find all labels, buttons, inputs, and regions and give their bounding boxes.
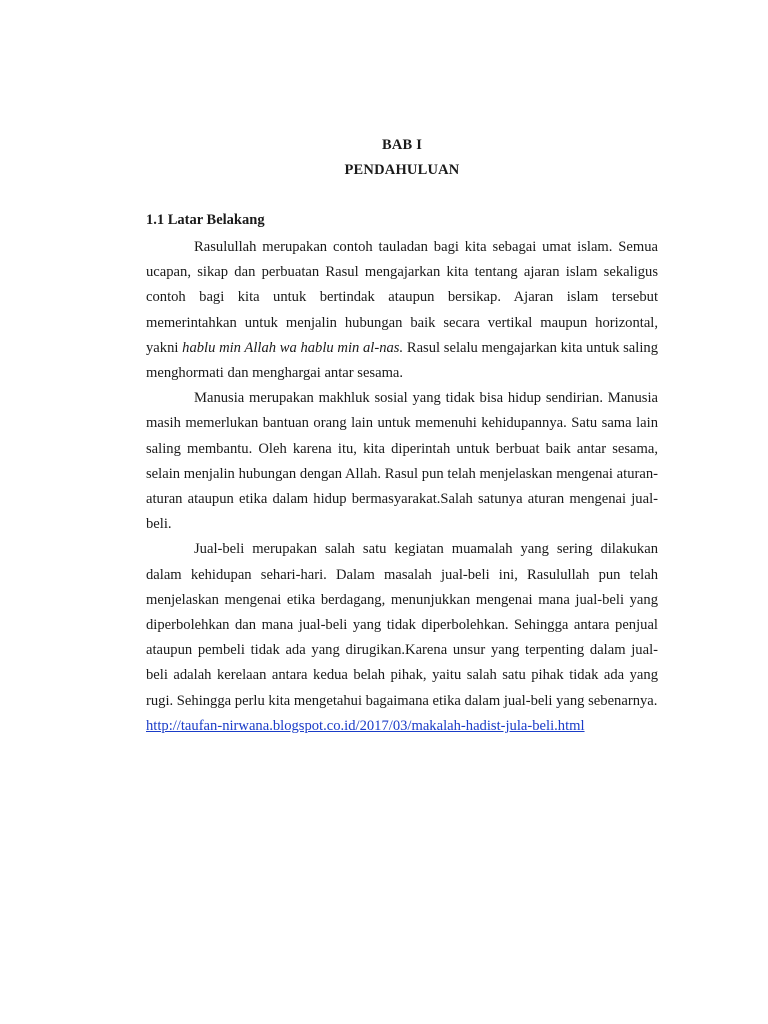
body-text bbox=[146, 235, 658, 739]
paragraph-2: Manusia merupakan makhluk sosial yang tidak bisa hidup sendirian. Manusia masih memerlukan bantuan orang lain untuk memenuhi kehidupannya. Satu sama lain saling membantu. Oleh karena itu, kita diperintah untuk berbuat baik antar sesama, selain menjalin hubungan dengan Allah. Rasul pun telah menjelaskan mengenai aturan-aturan ataupun etika dalam hidup bermasyarakat.Salah satunya aturan mengenai jual-beli. bbox=[146, 390, 658, 533]
paragraph-1-text-start: Rasulullah merupakan contoh tauladan bagi kita sebagai umat islam. Semua ucapan, sikap dan perbuatan Rasul mengajarkan kita tentang ajaran islam sekaligus contoh bagi kita untuk bertindak ataupun bersikap. Ajaran islam tersebut memerintahkan untuk menjalin hubungan baik secara vertikal maupun horizontal, yakni bbox=[146, 239, 658, 356]
section-title: 1.1 Latar Belakang bbox=[146, 212, 265, 228]
paragraph-1 bbox=[146, 235, 658, 386]
paragraph-1-italic-phrase: hablu min Allah wa hablu min al-nas. bbox=[182, 339, 404, 356]
chapter-number: BAB I bbox=[381, 137, 423, 153]
paragraph-3: Jual-beli merupakan salah satu kegiatan muamalah yang sering dilakukan dalam kehidupan sehari-hari. Dalam masalah jual-beli ini, Rasulullah pun telah menjelaskan mengenai etika berdagang, menunjukkan mengenai mana jual-beli yang diperbolehkan dan mana jual-beli yang tidak diperbolehkan. Sehingga antara penjual ataupun pembeli tidak ada yang dirugikan.Karena unsur yang terpenting dalam jual-beli adalah kerelaan antara kedua belah pihak, yaitu salah satu pihak tidak ada yang rugi. Sehingga perlu kita mengetahui bagaimana etika dalam jual-beli yang sebenarnya. bbox=[146, 541, 658, 709]
source-link[interactable]: http://taufan-nirwana.blogspot.co.id/2017/03/makalah-hadist-jula-beli.html bbox=[146, 717, 585, 734]
document-page bbox=[146, 0, 658, 1024]
chapter-title: PENDAHULUAN bbox=[344, 162, 460, 178]
paragraph-1-text-end: Rasul selalu mengajarkan kita untuk saling menghormati dan menghargai antar sesama. bbox=[146, 339, 658, 382]
